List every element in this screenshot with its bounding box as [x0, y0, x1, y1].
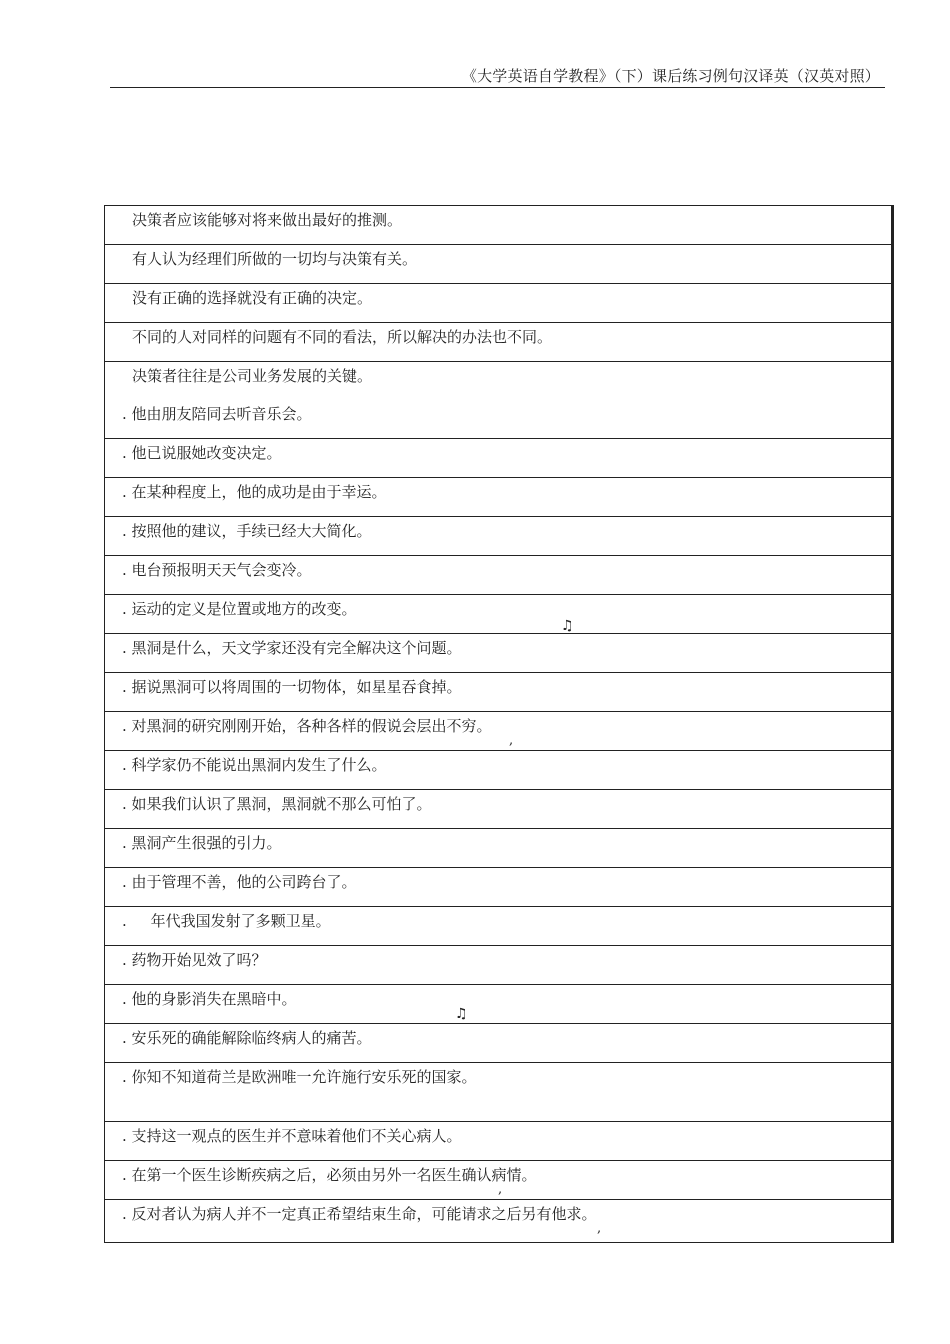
sentence-text: . 科学家仍不能说出黑洞内发生了什么。 — [122, 756, 387, 774]
sentence-text: . 电台预报明天天气会变冷。 — [122, 561, 312, 579]
table-row — [105, 363, 891, 439]
table-row — [105, 986, 891, 1024]
table-row — [105, 206, 891, 245]
table-row — [105, 518, 891, 556]
table-row — [105, 791, 891, 829]
table-row — [105, 908, 891, 946]
table-row — [105, 635, 891, 673]
table-row — [105, 596, 891, 634]
table-row — [105, 479, 891, 517]
header-title: 《大学英语自学教程》（下）课后练习例句汉译英（汉英对照） — [461, 67, 880, 85]
music-note-mark: ♫ — [561, 618, 574, 634]
music-note-mark: ♫ — [455, 1006, 468, 1022]
table-row — [105, 713, 891, 751]
sentence-text: . 黑洞是什么，天文学家还没有完全解决这个问题。 — [122, 639, 462, 657]
table-row — [105, 246, 891, 284]
table-row — [105, 752, 891, 790]
table-row — [105, 1064, 891, 1122]
sentence-text: 决策者应该能够对将来做出最好的推测。 — [132, 211, 403, 229]
sentence-text: . 你知不知道荷兰是欧洲唯一允许施行安乐死的国家。 — [122, 1068, 477, 1086]
sentence-text: . 反对者认为病人并不一定真正希望结束生命，可能请求之后另有他求。 — [122, 1205, 597, 1223]
table-row — [105, 947, 891, 985]
sentence-text: . 黑洞产生很强的引力。 — [122, 834, 282, 852]
comma-mark: , — [597, 1221, 602, 1236]
sentence-text: . 运动的定义是位置或地方的改变。 — [122, 600, 357, 618]
sentence-text: . 据说黑洞可以将周围的一切物体，如星星吞食掉。 — [122, 678, 462, 696]
sentence-text: . 安乐死的确能解除临终病人的痛苦。 — [122, 1029, 372, 1047]
sentence-text: 不同的人对同样的问题有不同的看法，所以解决的办法也不同。 — [132, 328, 553, 346]
sentence-text: . 支持这一观点的医生并不意味着他们不关心病人。 — [122, 1127, 462, 1145]
table-row — [105, 1201, 891, 1240]
table-row — [105, 324, 891, 362]
sentence-text: . 他的身影消失在黑暗中。 — [122, 990, 297, 1008]
sentence-text: . 如果我们认识了黑洞，黑洞就不那么可怕了。 — [122, 795, 432, 813]
sentence-text: . 他由朋友陪同去听音乐会。 — [122, 405, 312, 423]
table-row — [105, 1123, 891, 1161]
sentence-text: . 由于管理不善，他的公司跨台了。 — [122, 873, 357, 891]
table-row — [105, 1025, 891, 1063]
sentence-table — [104, 205, 894, 1243]
table-row — [105, 830, 891, 868]
sentence-text: . 在第一个医生诊断疾病之后，必须由另外一名医生确认病情。 — [122, 1166, 537, 1184]
comma-mark: , — [498, 1182, 503, 1197]
table-row — [105, 440, 891, 478]
sentence-text: . 年代我国发射了多颗卫星。 — [122, 912, 331, 930]
sentence-text: 有人认为经理们所做的一切均与决策有关。 — [132, 250, 418, 268]
sentence-text: . 在某种程度上，他的成功是由于幸运。 — [122, 483, 387, 501]
sentence-text: 没有正确的选择就没有正确的决定。 — [132, 289, 373, 307]
table-row — [105, 1162, 891, 1200]
sentence-text: . 按照他的建议，手续已经大大简化。 — [122, 522, 372, 540]
header-rule — [110, 87, 885, 88]
table-row — [105, 285, 891, 323]
table-row — [105, 869, 891, 907]
sentence-text: . 对黑洞的研究刚刚开始，各种各样的假说会层出不穷。 — [122, 717, 492, 735]
sentence-text: . 药物开始见效了吗？ — [122, 951, 267, 969]
table-row — [105, 674, 891, 712]
sentence-text: 决策者往往是公司业务发展的关键。 — [132, 367, 373, 385]
sentence-text: . 他已说服她改变决定。 — [122, 444, 282, 462]
table-row — [105, 557, 891, 595]
comma-mark: , — [509, 733, 514, 748]
